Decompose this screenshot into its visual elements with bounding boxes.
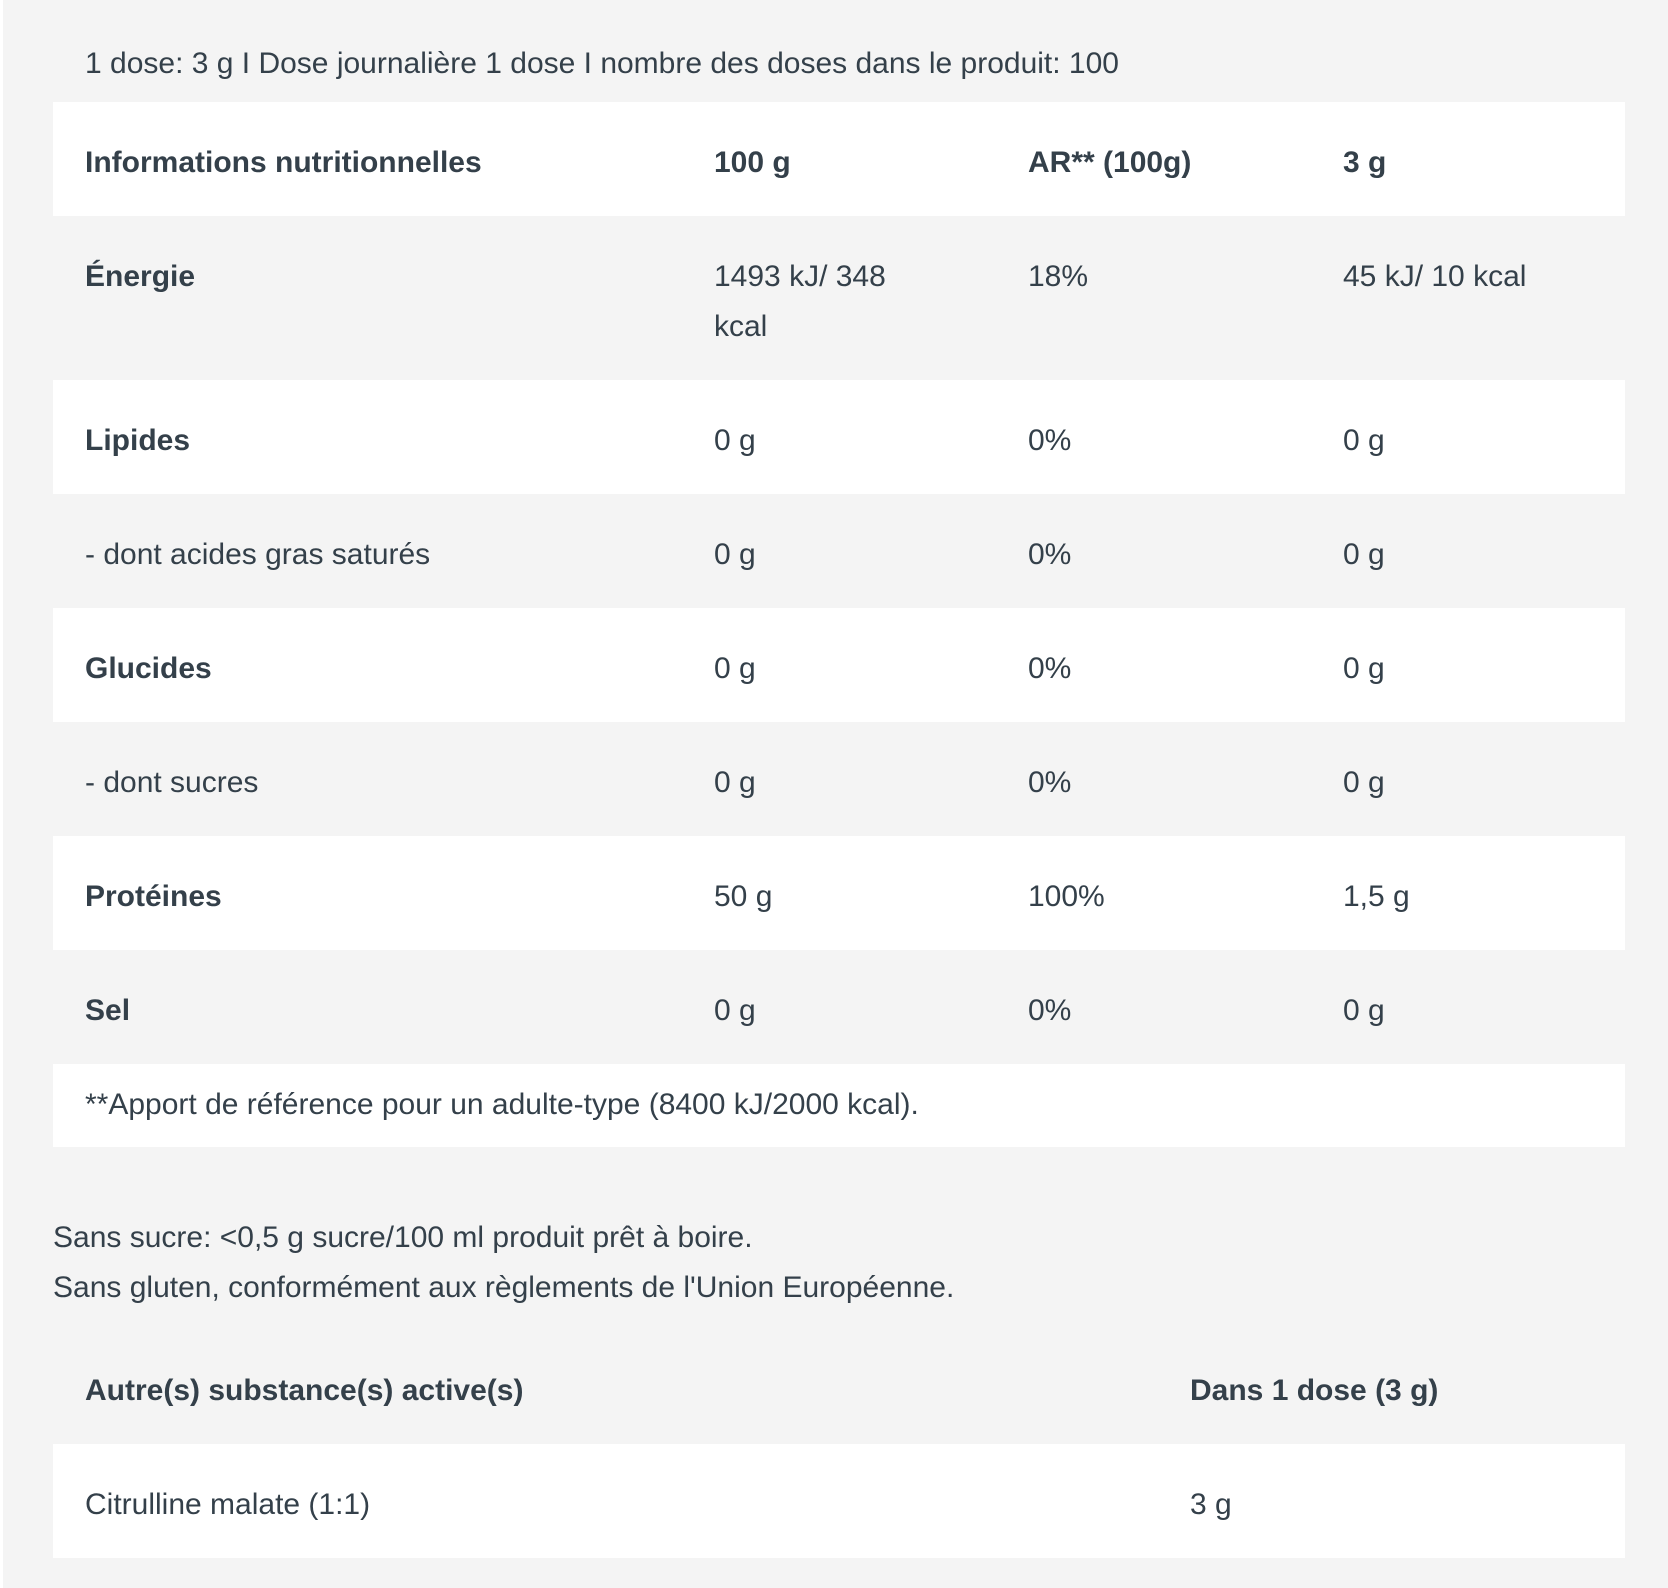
footnote-text: **Apport de référence pour un adulte-type (8400 kJ/2000 kcal).: [85, 1088, 919, 1121]
value-per-dose: 0 g: [1343, 994, 1385, 1027]
value-per-100g: 50 g: [714, 880, 773, 913]
header-per-dose: Dans 1 dose (3 g): [1190, 1374, 1439, 1407]
nutrient-name: - dont sucres: [85, 766, 259, 799]
nutrient-name: Énergie: [85, 260, 196, 293]
gluten-free-note: Sans gluten, conformément aux règlements de l'Union Européenne.: [53, 1271, 955, 1304]
active-substances-table: [53, 1330, 1625, 1558]
value-reference-intake: 0%: [1028, 424, 1072, 457]
value-per-100g: 0 g: [714, 766, 756, 799]
table-row-proteines: [53, 836, 1625, 950]
table-row-sel: [53, 950, 1625, 1064]
substance-amount: 3 g: [1190, 1488, 1232, 1521]
header-nutrient: Informations nutritionnelles: [85, 146, 482, 179]
nutrition-panel: [3, 0, 1668, 1588]
table-row-citrulline-malate: [53, 1444, 1625, 1558]
value-reference-intake: 0%: [1028, 994, 1072, 1027]
nutrient-name: - dont acides gras saturés: [85, 538, 431, 571]
table-row-lipides: [53, 380, 1625, 494]
header-per-100g: 100 g: [714, 146, 791, 179]
value-reference-intake: 0%: [1028, 766, 1072, 799]
value-per-100g: 0 g: [714, 994, 756, 1027]
nutrient-name: Lipides: [85, 424, 191, 457]
nutrient-name: Glucides: [85, 652, 212, 685]
value-per-dose: 0 g: [1343, 424, 1385, 457]
header-reference-intake: AR** (100g): [1028, 146, 1192, 179]
nutrition-table-header: [53, 102, 1625, 216]
header-active-substance: Autre(s) substance(s) active(s): [85, 1374, 524, 1407]
value-reference-intake: 0%: [1028, 538, 1072, 571]
value-reference-intake: 18%: [1028, 260, 1089, 293]
table-row-glucides: [53, 608, 1625, 722]
value-per-dose: 1,5 g: [1343, 880, 1410, 913]
value-per-dose: 0 g: [1343, 538, 1385, 571]
product-notes: [53, 1213, 954, 1313]
active-table-header: [53, 1330, 1625, 1444]
value-per-dose: 45 kJ/ 10 kcal: [1343, 260, 1527, 293]
value-per-100g: 0 g: [714, 538, 756, 571]
value-per-dose: 0 g: [1343, 652, 1385, 685]
nutrient-name: Sel: [85, 994, 131, 1027]
reference-intake-footnote: [53, 1064, 1625, 1147]
nutrient-name: Protéines: [85, 880, 222, 913]
header-per-dose: 3 g: [1343, 146, 1387, 179]
value-per-100g: 0 g: [714, 652, 756, 685]
table-row-energie: [53, 216, 1625, 380]
value-per-100g: [714, 252, 1028, 352]
sugar-free-note: Sans sucre: <0,5 g sucre/100 ml produit prêt à boire.: [53, 1221, 753, 1254]
value-per-dose: 0 g: [1343, 766, 1385, 799]
table-row-acides-gras-satures: [53, 494, 1625, 608]
nutrition-table: [53, 102, 1625, 1147]
serving-info: 1 dose: 3 g I Dose journalière 1 dose I nombre des doses dans le produit: 100: [85, 47, 1119, 80]
table-row-sucres: [53, 722, 1625, 836]
value-per-100g-text: 1493 kJ/ 348 kcal: [714, 260, 886, 343]
substance-name: Citrulline malate (1:1): [85, 1488, 371, 1521]
value-per-100g: 0 g: [714, 424, 756, 457]
value-reference-intake: 0%: [1028, 652, 1072, 685]
value-reference-intake: 100%: [1028, 880, 1105, 913]
